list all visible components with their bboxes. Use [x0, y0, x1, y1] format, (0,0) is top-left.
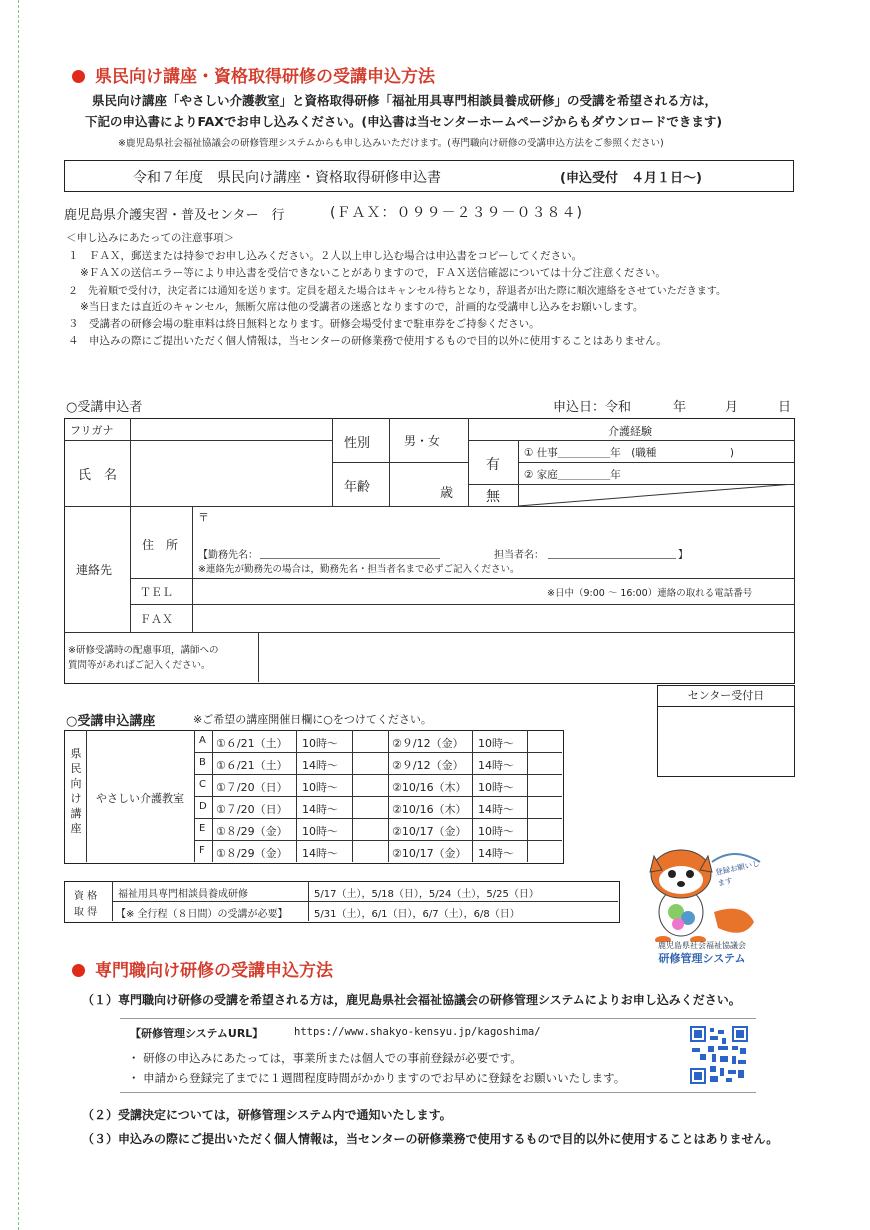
furigana-label: フリガナ: [70, 424, 114, 437]
apply-month: 月: [725, 400, 739, 415]
applicant-heading: ○受講申込者: [66, 400, 143, 415]
postal-mark: 〒: [198, 511, 209, 524]
diagonal-strike: [518, 484, 794, 506]
course-side-label: 県 民 向 け 講 座: [70, 747, 82, 835]
note-3: ３ 受講者の研修会場の駐車料は終日無料となります。研修会場受付まで駐車券をご持参ください。: [68, 318, 540, 330]
section2-p3: （３）申込みの際にご提出いただく個人情報は，当センターの研修業務で使用するもので目的以外に使用することはありません。: [82, 1132, 779, 1146]
tel-note: ※日中（9:00 ～ 16:00）連絡の取れる電話番号: [547, 588, 753, 599]
course-row-c-d1[interactable]: ①７/20（日）: [216, 781, 288, 794]
qual-name-1: 福祉用具専門相談員養成研修: [118, 889, 248, 900]
course-row-f-d1[interactable]: ①８/29（金）: [216, 847, 288, 860]
course-row-c-t1[interactable]: 10時～: [302, 781, 338, 794]
gender-options[interactable]: 男・女: [404, 434, 441, 448]
note-1: １ ＦＡＸ，郵送または持参でお申し込みください。２人以上申し込む場合は申込書をコピーしてください。: [68, 250, 583, 262]
age-unit: 歳: [440, 486, 454, 501]
courses-heading: ○受講申込講座: [66, 714, 156, 729]
experience-no[interactable]: 無: [486, 489, 500, 505]
mascot-caption-2: 研修管理システム: [658, 952, 746, 965]
cut-line: [18, 0, 19, 1230]
course-row-f-d2[interactable]: ②10/17（金）: [392, 847, 467, 860]
remarks-input[interactable]: [262, 636, 792, 682]
note-2: ２ 先着順で受付け，決定者には通知を送ります。定員を超えた場合はキャンセル待ちとなり，辞退者が出た際に順次連絡をさせていただきます。: [68, 286, 726, 297]
name-label: 氏 名: [78, 468, 118, 483]
age-label: 年齢: [344, 480, 371, 495]
course-row-d-d1[interactable]: ①７/20（日）: [216, 803, 288, 816]
section1-heading-text: 県民向け講座・資格取得研修の受講申込方法: [95, 67, 435, 87]
system-url-link[interactable]: https://www.shakyo-kensyu.jp/kagoshima/: [294, 1026, 541, 1038]
qual-label-1: 資 格: [74, 891, 98, 902]
course-row-e-d1[interactable]: ①８/29（金）: [216, 825, 288, 838]
section1-heading: [72, 62, 435, 87]
courses-note: ※ご希望の講座開催日欄に○をつけてください。: [193, 713, 432, 726]
contact-label: 連絡先: [76, 563, 113, 577]
experience-work: ① 仕事＿＿＿＿＿年 (職種 ): [524, 447, 734, 459]
course-row-b-t2[interactable]: 14時～: [478, 759, 514, 772]
course-row-c-d2[interactable]: ②10/16（木）: [392, 781, 467, 794]
apply-day: 日: [778, 400, 792, 415]
fax-destination: 鹿児島県介護実習・普及センター 行: [64, 208, 285, 223]
section1-line2: 下記の申込書によりFAXでお申し込みください。(申込書は当センターホームページからもダウンロードできます): [85, 114, 723, 129]
section2-heading-text: 専門職向け研修の受講申込方法: [95, 961, 333, 981]
course-row-c-code: C: [199, 779, 206, 790]
course-row-f-t1[interactable]: 14時～: [302, 847, 338, 860]
fax-number: (ＦＡＸ：０９９－２３９－０３８４): [330, 205, 583, 221]
section1-line1: 県民向け講座「やさしい介護教室」と資格取得研修「福祉用具専門相談員養成研修」の受講を希望される方は，: [92, 93, 718, 108]
course-name: やさしい介護教室: [96, 792, 184, 805]
course-row-d-code: D: [199, 801, 207, 812]
section2-heading: [72, 956, 333, 981]
center-receipt-label: センター受付日: [658, 686, 794, 707]
course-row-b-t1[interactable]: 14時～: [302, 759, 338, 772]
section2-bullet-2: ・ 申請から登録完了までに１週間程度時間がかかりますのでお早めに登録をお願いいたします。: [128, 1071, 626, 1085]
furigana-input[interactable]: [134, 421, 332, 439]
course-row-c-t2[interactable]: 10時～: [478, 781, 514, 794]
course-row-a-d2[interactable]: ②９/12（金）: [392, 737, 464, 750]
person-label: 担当者名：: [494, 550, 544, 561]
course-row-e-t2[interactable]: 10時～: [478, 825, 514, 838]
contact-note: ※連絡先が勤務先の場合は，勤務先名・担当者名まで必ずご記入ください。: [198, 564, 520, 575]
course-row-e-code: E: [199, 823, 206, 834]
course-row-d-d2[interactable]: ②10/16（木）: [392, 803, 467, 816]
experience-yes[interactable]: 有: [486, 457, 500, 473]
workplace-label: 【勤務先名：: [198, 550, 258, 561]
mascot-caption-1: 鹿児島県社会福祉協議会: [658, 941, 746, 950]
notes-heading: ＜申し込みにあたっての注意事項＞: [66, 232, 234, 244]
course-row-b-d1[interactable]: ①６/21（土）: [216, 759, 288, 772]
experience-home: ② 家庭＿＿＿＿＿年: [524, 469, 621, 481]
address-input[interactable]: [212, 509, 792, 541]
section2-bullet-1: ・ 研修の申込みにあたっては，事業所または個人での事前登録が必要です。: [128, 1051, 522, 1065]
url-label: 【研修管理システムURL】: [130, 1027, 264, 1040]
fax-input[interactable]: [196, 608, 790, 630]
qual-dates-2: 5/31（土），6/1（日），6/7（土），6/8（日）: [314, 909, 520, 920]
bullet-dot-icon: [72, 70, 85, 83]
qual-label-2: 取 得: [74, 907, 98, 918]
reception-period: (申込受付 ４月１日～): [560, 171, 702, 186]
name-input[interactable]: [134, 444, 332, 504]
form-title-box: [64, 160, 794, 192]
mascot-bubble: 登録お願いします: [714, 858, 761, 888]
qual-name-2: 【※ 全行程（８日間）の受講が必要】: [116, 909, 288, 920]
fax-label: ＦＡＸ: [140, 613, 173, 626]
course-row-e-t1[interactable]: 10時～: [302, 825, 338, 838]
course-row-a-code: A: [199, 735, 206, 746]
apply-year: 年: [673, 400, 687, 415]
course-row-d-t1[interactable]: 14時～: [302, 803, 338, 816]
course-row-b-d2[interactable]: ②９/12（金）: [392, 759, 464, 772]
course-row-f-t2[interactable]: 14時～: [478, 847, 514, 860]
section2-p1: （１）専門職向け研修の受講を希望される方は，鹿児島県社会福祉協議会の研修管理システムによりお申し込みください。: [82, 993, 741, 1007]
course-row-e-d2[interactable]: ②10/17（金）: [392, 825, 467, 838]
course-row-a-t2[interactable]: 10時～: [478, 737, 514, 750]
course-row-f-code: F: [199, 845, 205, 856]
form-title: 令和７年度 県民向け講座・資格取得研修申込書: [133, 170, 441, 186]
remarks-label-1: ※研修受講時の配慮事項，講師への: [68, 645, 219, 656]
qr-code-icon[interactable]: [690, 1026, 748, 1084]
address-label: 住 所: [142, 538, 179, 552]
bullet-dot-icon: [72, 964, 85, 977]
section2-p2: （２）受講決定については，研修管理システム内で通知いたします。: [82, 1108, 452, 1122]
section1-line3: ※鹿児島県社会福祉協議会の研修管理システムからも申し込みいただけます。(専門職向け研修の受講申込方法をご参照ください): [118, 138, 664, 149]
tel-label: ＴＥＬ: [140, 586, 173, 599]
mascot: [636, 842, 766, 966]
remarks-label-2: 質問等があればご記入ください。: [68, 660, 211, 671]
center-receipt-box: [657, 685, 795, 777]
mascot-icon: [636, 842, 766, 942]
course-row-b-code: B: [199, 757, 206, 768]
note-1b: ※ＦＡＸの送信エラー等により申込書を受信できないことがありますので，ＦＡＸ送信確認については十分ご注意ください。: [80, 267, 666, 279]
course-row-a-t1[interactable]: 10時～: [302, 737, 338, 750]
qual-dates-1: 5/17（土），5/18（日），5/24（土），5/25（日）: [314, 889, 539, 900]
gender-label: 性別: [344, 436, 371, 451]
bracket-close: 】: [678, 550, 688, 561]
note-2b: ※当日または直近のキャンセル，無断欠席は他の受講者の迷惑となりますので，計画的な受講申し込みをお願いします。: [80, 301, 644, 313]
care-experience-title: 介護経験: [608, 425, 652, 438]
note-4: ４ 申込みの際にご提出いただく個人情報は，当センターの研修業務で使用するもので目的以外に使用することはありません。: [68, 335, 667, 347]
course-row-a-d1[interactable]: ①６/21（土）: [216, 737, 288, 750]
tel-input[interactable]: [196, 582, 540, 602]
course-row-d-t2[interactable]: 14時～: [478, 803, 514, 816]
apply-date-label: 申込日：令和: [553, 400, 632, 415]
